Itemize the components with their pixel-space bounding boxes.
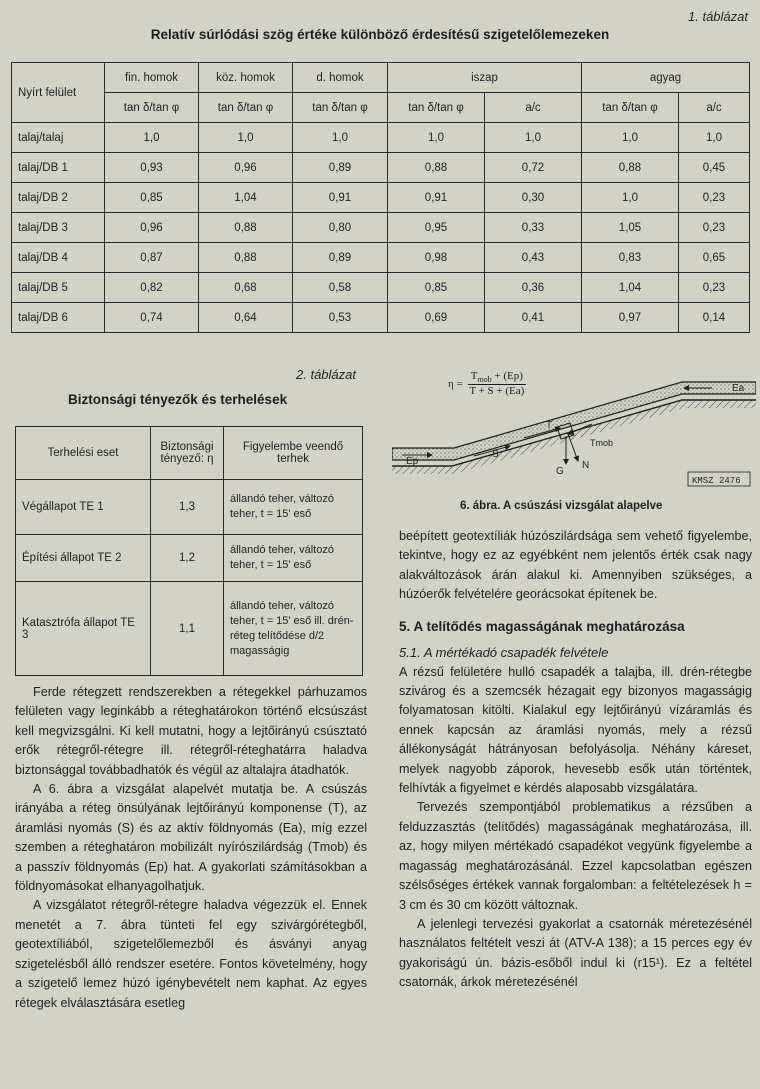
table1-subheader: tan δ/tan φ: [105, 93, 199, 123]
table1-cell: 1,0: [293, 123, 388, 153]
table1-number: 1. táblázat: [688, 9, 748, 24]
table1-cell: 1,0: [679, 123, 750, 153]
table1-cell: 0,30: [485, 183, 582, 213]
table1-row-label: talaj/DB 2: [12, 183, 105, 213]
table1-cell: 0,68: [199, 273, 293, 303]
table1-cell: 0,93: [105, 153, 199, 183]
table1-cell: 0,64: [199, 303, 293, 333]
table2-loads: állandó teher, változó teher, t = 15' eső ill. drén-réteg telítődése d/2 magasságig: [224, 582, 363, 676]
table1-group-header: köz. homok: [199, 63, 293, 93]
table1-subheader: tan δ/tan φ: [199, 93, 293, 123]
right-paragraph-3: Tervezés szempontjából problematikus a rézsűben a felduzzasztás (telítődés) magasságának meghatározása, ill. az, hogy milyen mértékadó csapadékot vegyünk figyelembe a magasság meghatározásánál. Ezzel kapcsolatban egészen szélsőséges értékek vannak forgalomban: a feltételezések h = 3 cm és 30 cm között változnak.: [399, 800, 752, 912]
table2-factor: 1,1: [151, 582, 224, 676]
left-paragraph-2: A 6. ábra a vizsgálat alapelvét mutatja be. A csúszás irányába a réteg önsúlyának lejtőirányú komponense (T), az áramlási nyomás (S) és az aktív földnyomás (Ea), míg ezzel szemben a réteghatáron mobilizált nyírószilárdság (Tmob) és a passzív földnyomás (Ep) hat. A gyakorlati számításokban a földnyomásokat elhanyagolhatjuk.: [15, 782, 367, 894]
table1-cell: 0,88: [199, 213, 293, 243]
table2-header: Terhelési eset: [16, 427, 151, 480]
formula-denominator: T + S + (Ea): [469, 385, 525, 398]
table1-cell: 0,69: [388, 303, 485, 333]
table1-cell: 0,96: [105, 213, 199, 243]
table1-cell: 0,97: [582, 303, 679, 333]
table2-case: Végállapot TE 1: [16, 480, 151, 535]
table1-cell: 0,82: [105, 273, 199, 303]
table2-header: Figyelembe veendő terhek: [224, 427, 363, 480]
table1-row: [12, 243, 750, 273]
table1-row-label: talaj/DB 6: [12, 303, 105, 333]
label-ea: Ea: [732, 383, 745, 394]
table1-group-header: fin. homok: [105, 63, 199, 93]
table1-cell: 0,43: [485, 243, 582, 273]
table1-cell: 1,0: [582, 123, 679, 153]
label-tmob: Tmob: [590, 438, 614, 448]
table2-number: 2. táblázat: [296, 367, 356, 382]
table1-cell: 0,87: [105, 243, 199, 273]
table1-row-header: Nyírt felület: [12, 63, 105, 123]
table1-row: [12, 153, 750, 183]
right-paragraph-2: A rézsű felületére hulló csapadék a talajba, ill. drén-rétegbe szivárog és a szemcsék hézagait egy bizonyos magasságig folyamatosan kitölti. Kialakul egy lejtőirányú vízáramlás és ennek kapcsán az áramlási nyomás, mely a rézsű állékonyságát hátrányosan befolyásolja. Néhány káreset, melyek nagyobb záporok, hevesebb esők után történtek, felhívták a figyelmet e kérdés alaposabb vizsgálatára.: [399, 664, 752, 796]
table1-cell: 0,80: [293, 213, 388, 243]
table1-cell: 0,91: [293, 183, 388, 213]
table1: [11, 62, 750, 333]
table2-factor: 1,2: [151, 535, 224, 582]
table1-row: [12, 123, 750, 153]
table1-cell: 0,65: [679, 243, 750, 273]
table1-row: [12, 213, 750, 243]
table1-subheader: a/c: [485, 93, 582, 123]
section-heading: 5. A telítődés magasságának meghatározása: [399, 618, 685, 634]
table1-row: [12, 303, 750, 333]
table1-cell: 0,14: [679, 303, 750, 333]
table1-cell: 1,0: [105, 123, 199, 153]
table1-row-label: talaj/talaj: [12, 123, 105, 153]
formula-numerator-rest: + (Ep): [494, 370, 523, 382]
table1-cell: 1,0: [199, 123, 293, 153]
table1-cell: 1,04: [199, 183, 293, 213]
table2: [15, 426, 363, 676]
label-g: G: [556, 466, 564, 477]
table1-cell: 0,95: [388, 213, 485, 243]
slope-diagram: [392, 364, 756, 492]
table1-cell: 1,0: [485, 123, 582, 153]
figure-caption: 6. ábra. A csúszási vizsgálat alapelve: [460, 500, 663, 512]
right-paragraph-1: beépített geotextíliák húzószilárdsága sem vehető figyelembe, tekintve, hogy ez az egyébként nem jelentős érték csak nagy alakváltozások árán alakul ki. Amennyiben szükséges, a húzóerők felvételére georácsokat építenek be.: [399, 529, 752, 602]
table1-cell: 0,96: [199, 153, 293, 183]
table1-cell: 0,89: [293, 153, 388, 183]
table1-row: [12, 273, 750, 303]
table1-group-header: d. homok: [293, 63, 388, 93]
table1-row: [12, 183, 750, 213]
right-paragraph-4: A jelenlegi tervezési gyakorlat a csatornák méretezésénél használatos feltételt veszi át (ATV-A 138); a 15 perces egy év gyakoriságú ún. bázis-esőből indul ki (r15¹). Ez a feltétel csatornák, árkok méretezésénél: [399, 916, 752, 990]
label-s: S: [492, 449, 499, 460]
table1-cell: 1,05: [582, 213, 679, 243]
table1-cell: 0,85: [105, 183, 199, 213]
table2-loads: állandó teher, változó teher, t = 15' eső: [224, 535, 363, 582]
subsection-heading: 5.1. A mértékadó csapadék felvétele: [399, 644, 609, 660]
table1-cell: 0,88: [388, 153, 485, 183]
table1-cell: 0,53: [293, 303, 388, 333]
table1-row-label: talaj/DB 1: [12, 153, 105, 183]
table2-header: Biztonsági tényező: η: [151, 427, 224, 480]
label-n: N: [582, 460, 590, 471]
table1-cell: 0,74: [105, 303, 199, 333]
table1-subheader: tan δ/tan φ: [388, 93, 485, 123]
formula-numerator-sub: mob: [477, 375, 492, 385]
table1-cell: 0,85: [388, 273, 485, 303]
left-paragraph-1: Ferde rétegzett rendszerekben a rétegekkel párhuzamos felületen vagy leginkább a réteghatárokon történő elcsúszást kell megvizsgálni. Ki kell mutatni, hogy a lejtőirányú csúsztató erők rétegről-rétegre ill. rétegről-réteghatárra haladva biztonsággal továbbadhatók és végül az altalajra átadhatók.: [15, 685, 367, 777]
table2-title: Biztonsági tényezők és terhelések: [68, 392, 288, 407]
table1-cell: 0,98: [388, 243, 485, 273]
label-ep: Ep: [406, 456, 419, 467]
table1-cell: 1,0: [582, 183, 679, 213]
table1-cell: 0,89: [293, 243, 388, 273]
figure-stamp: KMSZ 2476: [692, 476, 741, 486]
table1-cell: 0,23: [679, 273, 750, 303]
table1-cell: 0,33: [485, 213, 582, 243]
table1-row-label: talaj/DB 3: [12, 213, 105, 243]
table1-cell: 0,83: [582, 243, 679, 273]
right-column: [399, 527, 752, 993]
table1-cell: 0,88: [199, 243, 293, 273]
table1-cell: 0,58: [293, 273, 388, 303]
table1-cell: 0,23: [679, 213, 750, 243]
table2-case: Katasztrófa állapot TE 3: [16, 582, 151, 676]
table2-case: Építési állapot TE 2: [16, 535, 151, 582]
table2-loads: állandó teher, változó teher, t = 15' eső: [224, 480, 363, 535]
formula-lhs: η =: [448, 377, 463, 390]
table1-cell: 0,36: [485, 273, 582, 303]
table1-subheader: tan δ/tan φ: [293, 93, 388, 123]
table1-group-header: agyag: [582, 63, 750, 93]
table2-factor: 1,3: [151, 480, 224, 535]
table1-subheader: tan δ/tan φ: [582, 93, 679, 123]
table1-cell: 0,23: [679, 183, 750, 213]
table1-cell: 1,0: [388, 123, 485, 153]
table1-cell: 0,41: [485, 303, 582, 333]
formula-numerator-t: T: [470, 370, 478, 382]
table1-cell: 0,91: [388, 183, 485, 213]
table1-subheader: a/c: [679, 93, 750, 123]
table1-title: Relatív súrlódási szög értéke különböző érdesítésű szigetelőlemezeken: [150, 27, 610, 42]
table1-cell: 0,45: [679, 153, 750, 183]
table1-row-label: talaj/DB 5: [12, 273, 105, 303]
label-t: T: [546, 420, 553, 431]
table1-cell: 1,04: [582, 273, 679, 303]
table1-cell: 0,72: [485, 153, 582, 183]
table1-cell: 0,88: [582, 153, 679, 183]
left-paragraph-3: A vizsgálatot rétegről-rétegre haladva végezzük el. Ennek menetét a 7. ábra tünteti fel egy szivárgórétegből, geotextíliából, szigetelőlemezből és ásványi anyag szigetelésből álló rendszer esetére. Fontos követelmény, hogy a szigetelő lemez húzó igénybevételt nem kaphat. Az egyes rétegek elválasztására esetleg: [15, 898, 367, 1010]
table1-group-header: iszap: [388, 63, 582, 93]
left-column: [15, 683, 367, 1013]
table1-row-label: talaj/DB 4: [12, 243, 105, 273]
